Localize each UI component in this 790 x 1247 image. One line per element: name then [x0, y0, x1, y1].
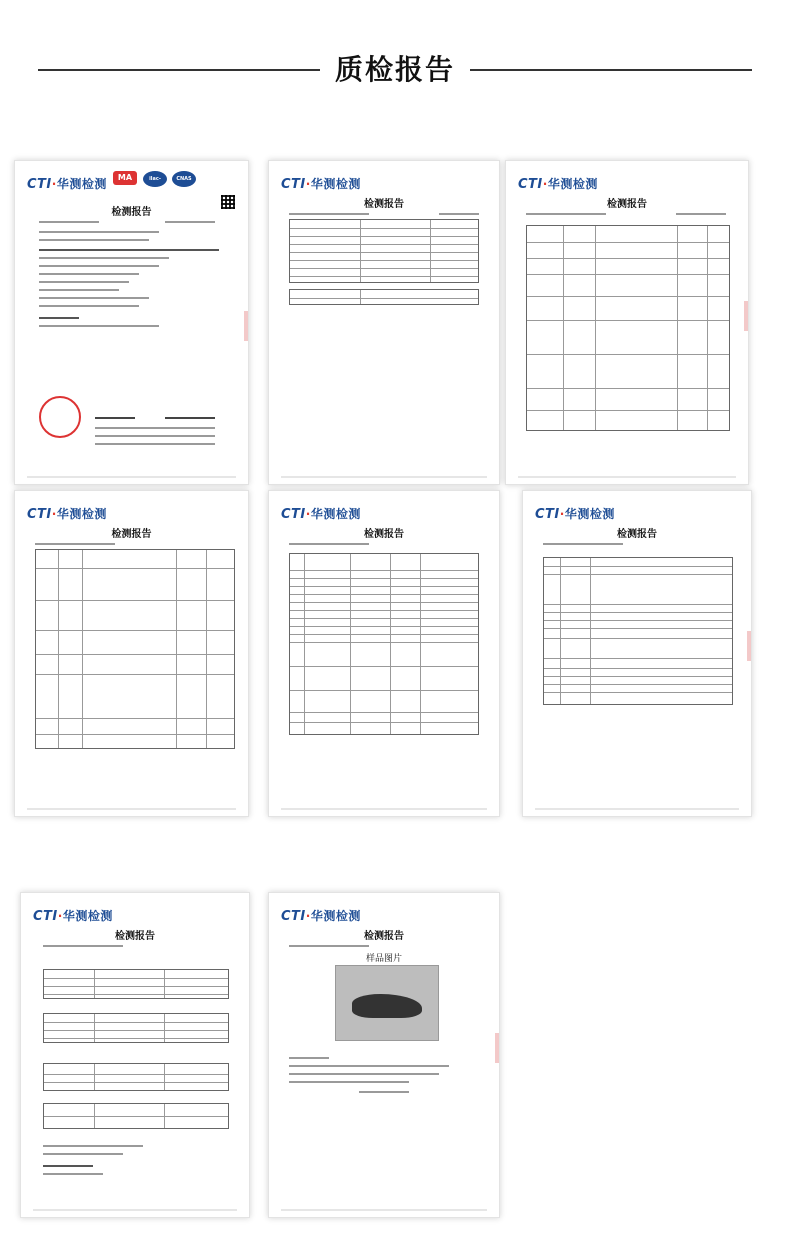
report-page-7[interactable] — [20, 892, 250, 1218]
report-page-6[interactable] — [522, 490, 752, 817]
report-page-3[interactable] — [505, 160, 749, 485]
cti-logo: CTI·华测检测 — [518, 177, 598, 192]
title-divider-right — [470, 69, 752, 71]
cti-logo: CTI·华测检测 — [27, 507, 107, 522]
report-title: 检测报告 — [111, 207, 152, 218]
report-title: 检测报告 — [115, 931, 155, 942]
report-page-5[interactable] — [268, 490, 500, 817]
report-title: 检测报告 — [617, 529, 657, 540]
cti-logo: CTI·华测检测 — [27, 177, 107, 192]
ilac-badge: ilac-MRA — [143, 171, 167, 187]
section-header — [0, 48, 790, 92]
report-page-1[interactable] — [14, 160, 249, 485]
sample-photo — [335, 965, 439, 1041]
shoe-image — [352, 994, 422, 1018]
official-stamp — [39, 396, 81, 438]
report-title: 检测报告 — [364, 199, 404, 210]
report-title: 检测报告 — [364, 529, 404, 540]
report-title: 检测报告 — [364, 931, 404, 942]
ma-badge: MA — [113, 171, 137, 185]
cti-logo: CTI·华测检测 — [535, 507, 615, 522]
report-page-2[interactable] — [268, 160, 500, 485]
report-page-8[interactable] — [268, 892, 500, 1218]
cti-logo: CTI·华测检测 — [281, 177, 361, 192]
report-title: 检测报告 — [111, 529, 152, 540]
cti-logo: CTI·华测检测 — [281, 507, 361, 522]
cnas-badge: CNAS — [172, 171, 196, 187]
sample-photo-caption: 样品图片 — [365, 954, 402, 964]
title-divider-left — [38, 69, 320, 71]
cti-logo: CTI·华测检测 — [33, 909, 113, 924]
page-title: 质检报告 — [334, 53, 455, 86]
cti-logo: CTI·华测检测 — [281, 909, 361, 924]
report-page-4[interactable] — [14, 490, 249, 817]
report-title: 检测报告 — [607, 199, 647, 210]
